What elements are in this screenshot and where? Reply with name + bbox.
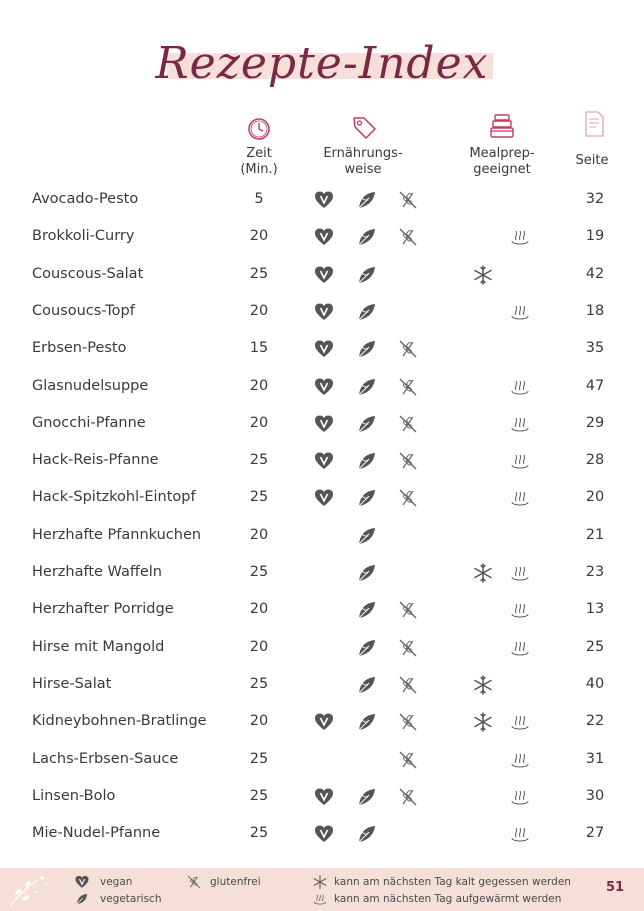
floral-decoration-icon <box>4 870 54 910</box>
steam-icon <box>312 891 328 907</box>
table-row <box>0 330 644 367</box>
recipe-page: 47 <box>585 377 605 394</box>
vegan-heart-icon <box>313 487 335 509</box>
legend-vegan: vegan <box>100 876 133 888</box>
table-row <box>0 629 644 666</box>
recipe-page: 23 <box>585 564 605 580</box>
steam-icon <box>509 413 531 435</box>
recipe-page: 27 <box>585 825 605 842</box>
vegetarian-leaf-icon <box>356 264 378 286</box>
tag-icon <box>350 113 378 141</box>
steam-icon <box>509 599 531 621</box>
steam-icon <box>509 450 531 472</box>
vegetarian-leaf-icon <box>356 786 378 808</box>
recipe-time: 20 <box>249 228 269 245</box>
recipe-time: 15 <box>249 340 269 357</box>
vegetarian-leaf-icon <box>356 487 378 509</box>
header-diet: Ernährungs- weise <box>323 146 403 177</box>
recipe-name: Hirse-Salat <box>32 675 112 692</box>
glutenfree-wheat-icon <box>397 189 419 211</box>
steam-icon <box>509 823 531 845</box>
recipe-time: 20 <box>249 302 269 319</box>
snowflake-icon <box>472 264 494 286</box>
table-row <box>0 256 644 293</box>
glutenfree-wheat-icon <box>397 413 419 435</box>
recipe-time: 25 <box>249 750 269 767</box>
recipe-name: Hack-Spitzkohl-Eintopf <box>32 489 196 506</box>
snowflake-icon <box>472 562 494 584</box>
vegan-heart-icon <box>313 413 335 435</box>
recipe-name: Glasnudelsuppe <box>32 377 149 394</box>
page-icon <box>580 110 608 138</box>
vegetarian-leaf-icon <box>356 413 378 435</box>
clock-icon <box>245 115 273 143</box>
vegetarian-leaf-icon <box>356 562 378 584</box>
glutenfree-wheat-icon <box>397 450 419 472</box>
glutenfree-wheat-icon <box>397 376 419 398</box>
vegan-heart-icon <box>313 711 335 733</box>
table-row <box>0 703 644 740</box>
vegetarian-leaf-icon <box>356 189 378 211</box>
recipe-page: 29 <box>585 414 605 431</box>
recipe-name: Herzhafte Pfannkuchen <box>32 526 202 543</box>
recipe-page: 42 <box>585 265 605 282</box>
recipe-page: 22 <box>585 713 605 730</box>
vegan-heart-icon <box>313 226 335 248</box>
vegetarian-leaf-icon <box>356 525 378 547</box>
table-row <box>0 442 644 479</box>
vegetarian-leaf-icon <box>356 226 378 248</box>
steam-icon <box>509 711 531 733</box>
recipe-page: 20 <box>585 489 605 506</box>
recipe-time: 25 <box>249 825 269 842</box>
vegan-heart-icon <box>313 450 335 472</box>
steam-icon <box>509 786 531 808</box>
glutenfree-wheat-icon <box>397 487 419 509</box>
recipe-page: 19 <box>585 228 605 245</box>
recipe-page: 30 <box>585 787 605 804</box>
recipe-name: Gnocchi-Pfanne <box>32 414 146 431</box>
vegetarian-leaf-icon <box>356 338 378 360</box>
recipe-page: 28 <box>585 452 605 469</box>
table-row <box>0 591 644 628</box>
recipe-name: Erbsen-Pesto <box>32 340 127 357</box>
vegan-heart-icon <box>313 264 335 286</box>
recipe-name: Mie-Nudel-Pfanne <box>32 825 161 842</box>
title-area <box>0 28 644 98</box>
recipe-page: 32 <box>585 191 605 207</box>
recipe-name: Linsen-Bolo <box>32 787 116 804</box>
glutenfree-wheat-icon <box>397 637 419 659</box>
vegetarian-leaf-icon <box>356 823 378 845</box>
vegan-heart-icon <box>313 338 335 360</box>
snowflake-icon <box>312 874 328 890</box>
recipe-page: 18 <box>585 302 605 319</box>
recipe-time: 20 <box>249 526 269 543</box>
recipe-time: 20 <box>249 377 269 394</box>
steam-icon <box>509 301 531 323</box>
vegetarian-leaf-icon <box>356 301 378 323</box>
vegan-heart-icon <box>313 301 335 323</box>
page-title: Rezepte-Index <box>155 38 489 89</box>
vegan-heart-icon <box>313 376 335 398</box>
recipe-name: Herzhafter Porridge <box>32 601 174 618</box>
recipe-name: Hack-Reis-Pfanne <box>32 452 159 469</box>
recipe-time: 20 <box>249 713 269 730</box>
glutenfree-wheat-icon <box>397 338 419 360</box>
table-row <box>0 218 644 255</box>
glutenfree-wheat-icon <box>397 749 419 771</box>
snowflake-icon <box>472 711 494 733</box>
recipe-time: 25 <box>249 564 269 580</box>
legend-glutenfree: glutenfrei <box>210 876 261 888</box>
recipe-name: Hirse mit Mangold <box>32 638 165 655</box>
recipe-time: 25 <box>249 489 269 506</box>
legend-vegetarian: vegetarisch <box>100 893 162 905</box>
recipe-time: 25 <box>249 452 269 469</box>
table-row <box>0 181 644 218</box>
recipe-page: 31 <box>585 750 605 767</box>
recipe-time: 25 <box>249 787 269 804</box>
recipe-page: 25 <box>585 638 605 655</box>
vegetarian-leaf-icon <box>356 711 378 733</box>
table-row <box>0 554 644 591</box>
recipe-time: 20 <box>249 601 269 618</box>
table-row <box>0 741 644 778</box>
table-row <box>0 815 644 852</box>
steam-icon <box>509 749 531 771</box>
recipe-name: Cousoucs-Topf <box>32 302 135 319</box>
lunchbox-icon <box>488 112 516 140</box>
recipe-page: 21 <box>585 526 605 543</box>
vegan-heart-icon <box>313 823 335 845</box>
glutenfree-wheat-icon <box>397 786 419 808</box>
steam-icon <box>509 637 531 659</box>
header-mealprep: Mealprep- geeignet <box>469 146 535 177</box>
header-time: Zeit (Min.) <box>240 146 278 177</box>
vegetarian-leaf-icon <box>356 637 378 659</box>
table-row <box>0 666 644 703</box>
table-row <box>0 293 644 330</box>
table-row <box>0 368 644 405</box>
glutenfree-wheat-icon <box>397 711 419 733</box>
vegetarian-leaf-icon <box>356 376 378 398</box>
recipe-time: 20 <box>249 414 269 431</box>
vegan-heart-icon <box>313 786 335 808</box>
table-row <box>0 479 644 516</box>
header-page: Seite <box>575 153 609 168</box>
steam-icon <box>509 376 531 398</box>
recipe-name: Lachs-Erbsen-Sauce <box>32 750 179 767</box>
table-row <box>0 517 644 554</box>
legend-warm: kann am nächsten Tag aufgewärmt werden <box>334 893 562 905</box>
table-row <box>0 405 644 442</box>
recipe-name: Avocado-Pesto <box>32 191 139 207</box>
legend-cold: kann am nächsten Tag kalt gegessen werden <box>334 876 571 888</box>
vegetarian-leaf-icon <box>356 674 378 696</box>
table-row <box>0 778 644 815</box>
steam-icon <box>509 487 531 509</box>
steam-icon <box>509 562 531 584</box>
recipe-page: 35 <box>585 340 605 357</box>
snowflake-icon <box>472 674 494 696</box>
recipe-page: 13 <box>585 601 605 618</box>
glutenfree-wheat-icon <box>397 226 419 248</box>
recipe-name: Kidneybohnen-Bratlinge <box>32 713 207 730</box>
recipe-time: 20 <box>249 638 269 655</box>
recipe-name: Brokkoli-Curry <box>32 228 135 245</box>
recipe-time: 25 <box>249 265 269 282</box>
wheat-crossed-icon <box>186 874 202 890</box>
recipe-page: 40 <box>585 675 605 692</box>
recipe-name: Couscous-Salat <box>32 265 144 282</box>
leaf-icon <box>74 891 90 907</box>
vegetarian-leaf-icon <box>356 450 378 472</box>
recipe-name: Herzhafte Waffeln <box>32 564 162 580</box>
vegetarian-leaf-icon <box>356 599 378 621</box>
recipe-time: 5 <box>254 191 264 207</box>
heart-v-icon <box>74 874 90 890</box>
glutenfree-wheat-icon <box>397 674 419 696</box>
vegan-heart-icon <box>313 189 335 211</box>
page-number: 51 <box>606 880 625 895</box>
glutenfree-wheat-icon <box>397 599 419 621</box>
recipe-time: 25 <box>249 675 269 692</box>
legend-footer <box>0 868 644 911</box>
steam-icon <box>509 226 531 248</box>
